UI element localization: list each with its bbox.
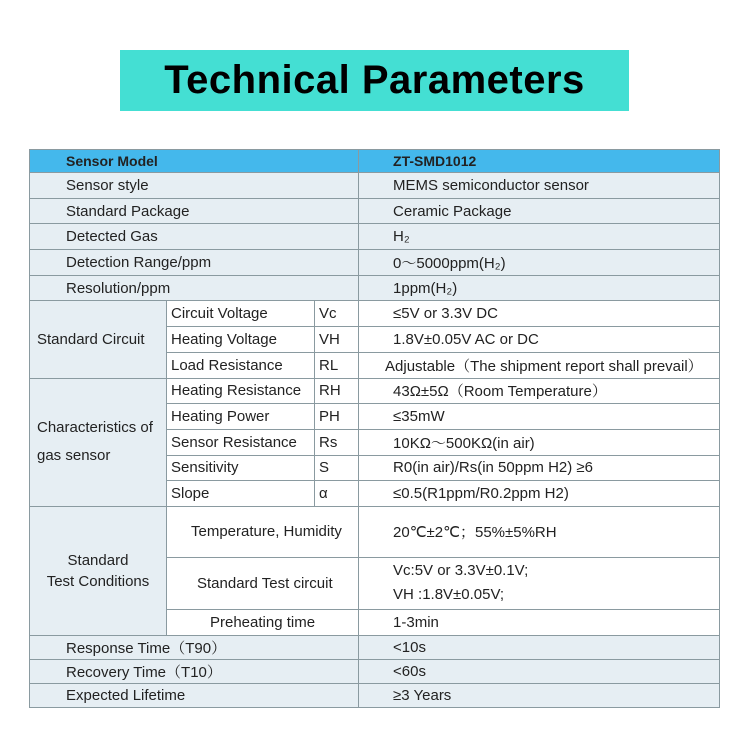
group-label-standard-circuit: Standard Circuit — [30, 301, 167, 378]
param-name: Sensitivity — [167, 455, 315, 481]
table-row — [30, 635, 720, 659]
row-value: <10s — [359, 635, 720, 659]
param-value — [359, 557, 720, 609]
table-row — [30, 198, 720, 224]
page-title: Technical Parameters — [164, 58, 585, 102]
group-label-test-conditions — [30, 506, 167, 635]
title-banner — [120, 50, 629, 111]
row-value: <60s — [359, 659, 720, 683]
row-label: Expected Lifetime — [30, 683, 359, 707]
value-line: VH :1.8V±0.05V; — [393, 586, 505, 604]
param-symbol: α — [315, 481, 359, 507]
group-label-line: Test Conditions — [46, 572, 150, 590]
param-value: R0(in air)/Rs(in 50ppm H2) ≥6 — [359, 455, 720, 481]
parameters-table — [29, 149, 720, 708]
param-value: 1-3min — [359, 609, 720, 635]
param-name: Standard Test circuit — [167, 557, 359, 609]
row-label: Response Time（T90） — [30, 635, 359, 659]
param-value: 20℃±2℃；55%±5%RH — [359, 506, 720, 557]
table-row — [30, 275, 720, 301]
row-value: Ceramic Package — [359, 198, 720, 224]
group-label-line: Characteristics of — [37, 419, 153, 437]
param-name: Heating Power — [167, 404, 315, 430]
param-name: Heating Resistance — [167, 378, 315, 404]
param-symbol: S — [315, 455, 359, 481]
table-row — [30, 224, 720, 250]
row-value: ≥3 Years — [359, 683, 720, 707]
header-value: ZT-SMD1012 — [359, 150, 720, 173]
row-label: Detected Gas — [30, 224, 359, 250]
param-name: Circuit Voltage — [167, 301, 315, 327]
param-value: Adjustable（The shipment report shall prevail） — [359, 352, 720, 378]
row-label: Resolution/ppm — [30, 275, 359, 301]
table-header-row — [30, 150, 720, 173]
param-value: 1.8V±0.05V AC or DC — [359, 327, 720, 353]
value-line: Vc:5V or 3.3V±0.1V; — [393, 562, 529, 580]
row-label: Sensor style — [30, 173, 359, 199]
param-value: 43Ω±5Ω（Room Temperature） — [359, 378, 720, 404]
param-name: Slope — [167, 481, 315, 507]
param-name: Heating Voltage — [167, 327, 315, 353]
table-row — [30, 683, 720, 707]
row-label: Standard Package — [30, 198, 359, 224]
row-value: H₂ — [359, 224, 720, 250]
group-label-line: gas sensor — [37, 447, 111, 465]
param-symbol: RH — [315, 378, 359, 404]
group-label-line: Standard — [67, 551, 129, 569]
param-symbol: VH — [315, 327, 359, 353]
param-value: ≤5V or 3.3V DC — [359, 301, 720, 327]
table-row — [30, 301, 720, 327]
param-name: Preheating time — [167, 609, 359, 635]
row-value: MEMS semiconductor sensor — [359, 173, 720, 199]
param-value: ≤35mW — [359, 404, 720, 430]
param-symbol: Rs — [315, 429, 359, 455]
table-row — [30, 506, 720, 557]
table-row — [30, 173, 720, 199]
row-value: 0～5000ppm(H₂) — [359, 250, 720, 276]
param-name: Load Resistance — [167, 352, 315, 378]
param-symbol: RL — [315, 352, 359, 378]
header-label: Sensor Model — [30, 150, 359, 173]
param-symbol: PH — [315, 404, 359, 430]
param-symbol: Vc — [315, 301, 359, 327]
group-label-characteristics — [30, 378, 167, 506]
table-row — [30, 659, 720, 683]
table-row — [30, 250, 720, 276]
row-label: Detection Range/ppm — [30, 250, 359, 276]
param-value: ≤0.5(R1ppm/R0.2ppm H2) — [359, 481, 720, 507]
param-name: Sensor Resistance — [167, 429, 315, 455]
table-row — [30, 378, 720, 404]
param-name: Temperature, Humidity — [167, 506, 359, 557]
param-value: 10KΩ～500KΩ(in air) — [359, 429, 720, 455]
row-label: Recovery Time（T10） — [30, 659, 359, 683]
row-value: 1ppm(H₂) — [359, 275, 720, 301]
